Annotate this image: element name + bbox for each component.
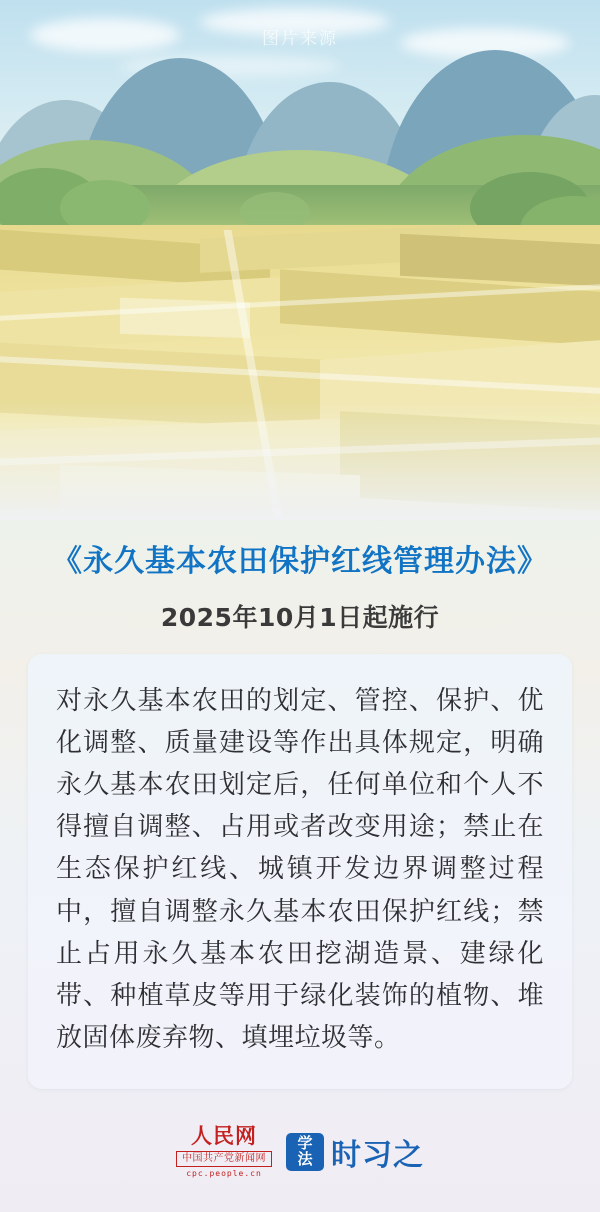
xuefa-badge-line2: 法 xyxy=(297,1150,313,1168)
farmland-illustration xyxy=(0,0,600,520)
watermark-text: 图片来源 xyxy=(262,29,338,48)
people-logo-url: cpc.people.cn xyxy=(186,1169,262,1178)
summary-card xyxy=(28,654,572,1089)
xuefa-logo-text: 时习之 xyxy=(331,1138,424,1173)
illustration-fade xyxy=(0,400,600,520)
people-cn-logo[interactable] xyxy=(176,1126,272,1178)
xuefa-badge-icon xyxy=(286,1133,324,1171)
summary-text: 对永久基本农田的划定、管控、保护、优化调整、质量建设等作出具体规定，明确永久基本农田划定后，任何单位和个人不得擅自调整、占用或者改变用途；禁止在生态保护红线、城镇开发边界调整过程中，擅自调整永久基本农田保护红线；禁止占用永久基本农田挖湖造景、建绿化带、种植草皮等用于绿化装饰的植物、堆放固体废弃物、填埋垃圾等。 xyxy=(56,686,544,1053)
xuefa-shixizhi-logo[interactable] xyxy=(286,1130,424,1174)
page-subtitle: 2025年10月1日起施行 xyxy=(160,603,440,632)
footer-logos xyxy=(0,1126,600,1178)
xuefa-badge-line1: 学 xyxy=(297,1134,313,1153)
people-logo-main: 人民网 xyxy=(191,1124,257,1148)
people-logo-sub: 中国共产党新闻网 xyxy=(176,1151,272,1167)
page-title: 《永久基本农田保护红线管理办法》 xyxy=(52,544,548,579)
